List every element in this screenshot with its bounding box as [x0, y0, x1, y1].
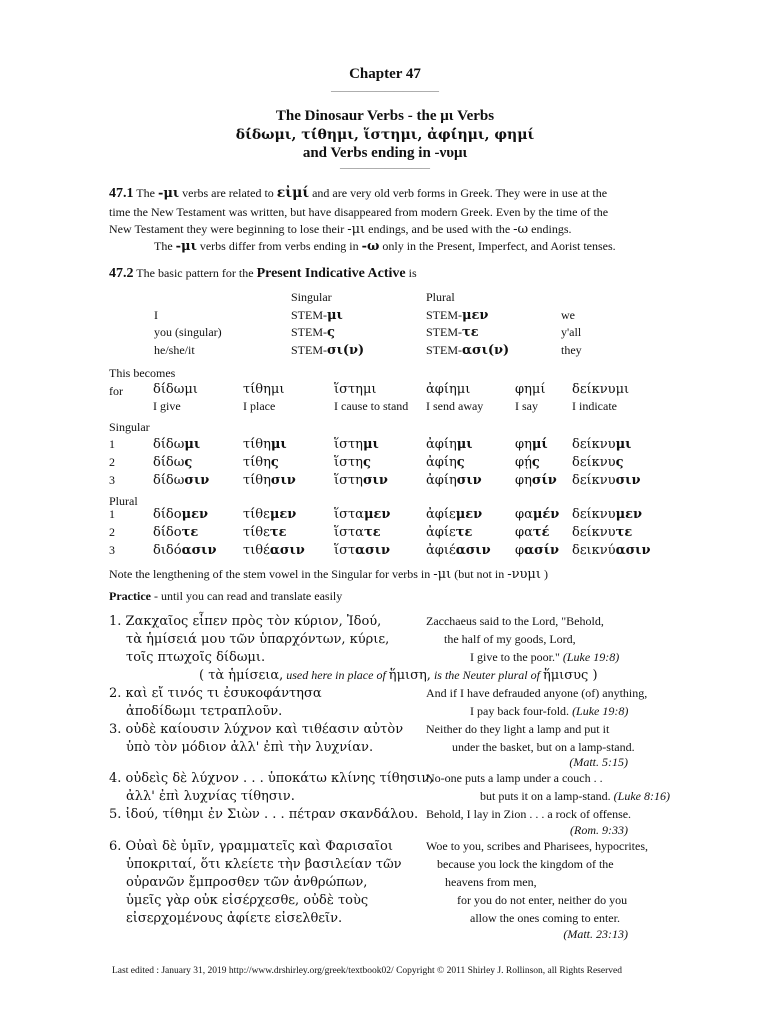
verb-form: τιθέασιν	[243, 543, 305, 558]
subtitle: and Verbs ending in -νυμι	[302, 145, 468, 161]
scripture-ref: (Matt. 23:13)	[563, 927, 628, 941]
english-line: Neither do they light a lamp and put it	[426, 722, 610, 736]
greek-line: ὑποκριταί, ὅτι κλείετε τὴν βασιλείαν τῶν	[126, 857, 402, 872]
lemma-0: δί́δωμι	[153, 382, 198, 397]
pattern-eng: we	[561, 308, 575, 322]
verb-form: δείκνυτε	[572, 525, 633, 540]
verb-form: διδόασιν	[153, 543, 217, 558]
verb-form: ἵσταμεν	[334, 507, 391, 522]
text: The	[154, 239, 173, 253]
english-line: I pay back four-fold. (Luke 19:8)	[470, 704, 629, 718]
section-47-1-line1	[109, 185, 607, 202]
gloss-1: I place	[243, 399, 276, 413]
verb-form: ἀφί́ησιν	[426, 473, 482, 488]
practice-label: Practice	[109, 589, 151, 603]
english-line: but puts it on a lamp-stand. (Luke 8:16)	[480, 789, 670, 803]
pattern-plur: STEM-τε	[426, 325, 479, 340]
english-line: the half of my goods, Lord,	[444, 632, 576, 646]
verb-form: τί́θησιν	[243, 473, 296, 488]
greek-line: 4. οὐδεὶς δὲ λύχνον . . . ὑποκάτω κλίνης τίθησιν,	[109, 771, 434, 786]
nymi-suffix: -νυμι	[507, 567, 541, 582]
verb-form: φασίν	[515, 543, 560, 558]
pattern-person: I	[154, 308, 158, 322]
text: endings.	[531, 222, 572, 236]
verb-form: δείκνυμεν	[572, 507, 643, 522]
plural-header: Plural	[426, 290, 455, 304]
greek-line: τὰ ἡμίσειά μου τῶν ὑπαρχόντων, κύριε,	[126, 632, 390, 647]
greek-line: 3. οὐδὲ καίουσιν λύχνον καὶ τιθέασιν αὐτὸν	[109, 722, 404, 737]
gloss-0: I give	[153, 399, 181, 413]
lemma-2: ἵστημι	[334, 382, 377, 397]
person-number: 2	[109, 525, 115, 539]
verb-form: ἀφί́ημι	[426, 437, 473, 452]
pattern-sing: STEM-σι(ν)	[291, 343, 365, 358]
tense-name: Present Indicative Active	[256, 266, 406, 281]
mi-suffix: -μι	[175, 239, 197, 254]
section-47-1-line3	[109, 222, 572, 237]
verb-form: τί́θετε	[243, 525, 287, 540]
chapter-heading: Chapter 47	[349, 66, 421, 82]
greek-line: εἰσερχομένους ἀφίετε εἰσελθεῖν.	[126, 911, 343, 926]
person-number: 3	[109, 473, 115, 487]
omega-suffix: -ω	[361, 239, 380, 254]
footer: Last edited : January 31, 2019 http://www.drshirley.org/greek/textbook02/ Copyright © 2011 Shirley J. Rollinson, all Rights Reserved	[112, 966, 622, 976]
verb-form: ἀφί́ετε	[426, 525, 473, 540]
pattern-plur: STEM-μεν	[426, 308, 489, 323]
greek-line: οὐρανῶν ἔμπροσθεν τῶν ἀνθρώπων,	[126, 875, 368, 890]
verb-form: ἵστης	[334, 455, 371, 470]
omega-suffix: -ω	[513, 222, 529, 237]
verb-form: ἀφί́ης	[426, 455, 465, 470]
person-number: 2	[109, 455, 115, 469]
for-label: for	[109, 384, 123, 398]
text: and are very old verb forms in Greek. They were in use at the	[312, 186, 608, 200]
pattern-person: he/she/it	[154, 343, 195, 357]
gloss-5: I indicate	[572, 399, 617, 413]
verb-form: δείκνυς	[572, 455, 624, 470]
greek-line: ἀποδίδωμι τετραπλοῦν.	[126, 704, 283, 719]
english-line: allow the ones coming to enter.	[470, 911, 620, 925]
page-title: The Dinosaur Verbs - the μι Verbs	[275, 108, 495, 124]
greek-line: 1. Ζακχαῖος εἶπεν πρὸς τὸν κύριον, Ἰδού,	[109, 614, 382, 629]
section-47-1-line2: time the New Testament was written, but have disappeared from modern Greek. Even by the time of the	[109, 205, 609, 219]
heading-rule: ————————————	[331, 86, 439, 96]
section-47-1-line4	[154, 239, 616, 254]
text: verbs are related to	[182, 186, 274, 200]
lemma-3: ἀφί́ημι	[426, 382, 471, 397]
verb-form: δί́δομεν	[153, 507, 209, 522]
person-number: 1	[109, 507, 115, 521]
verb-form: τί́θης	[243, 455, 279, 470]
verb-form: δί́δωσιν	[153, 473, 210, 488]
text: Note the lengthening of the stem vowel in the Singular for verbs in	[109, 567, 431, 581]
text: - until you can read and translate easily	[150, 589, 343, 603]
verb-form: φημί	[515, 437, 548, 452]
verb-form: δί́δοτε	[153, 525, 199, 540]
pattern-plur: STEM-ασι(ν)	[426, 343, 510, 358]
greek-line: τοῖς πτωχοῖς δίδωμι.	[126, 650, 266, 665]
pattern-eng: y'all	[561, 325, 582, 339]
english-line: under the basket, but on a lamp-stand.	[452, 740, 635, 754]
english-line: Zacchaeus said to the Lord, "Behold,	[426, 614, 604, 628]
english-line: Behold, I lay in Zion . . . a rock of offense.	[426, 807, 632, 821]
greek-eimi: εἰμί	[276, 185, 310, 201]
mi-suffix: -μι	[433, 567, 452, 582]
verb-form: δί́δωμι	[153, 437, 201, 452]
verb-form: ἵστατε	[334, 525, 381, 540]
text: )	[543, 567, 548, 581]
mi-suffix: -μι	[347, 222, 366, 237]
verb-form: φατέ	[515, 525, 550, 540]
pattern-sing: STEM-ς	[291, 325, 335, 340]
pattern-person: you (singular)	[154, 325, 222, 339]
neuter-plural-note: ( τὰ ἡμίσεια, used here in place of ἥμιση, is the Neuter plural of ἥμισυς )	[199, 668, 598, 683]
practice-heading	[109, 589, 342, 604]
text: New Testament they were beginning to lose their	[109, 222, 345, 236]
greek-line: ἀλλ' ἐπὶ λυχνίας τίθησιν.	[126, 789, 295, 804]
verb-form: ἀφί́εμεν	[426, 507, 483, 522]
section-47-2-line	[109, 266, 417, 282]
stem-note	[109, 567, 548, 582]
verb-form: ἀφιέασιν	[426, 543, 491, 558]
text: endings, and be used with the	[368, 222, 511, 236]
english-line: I give to the poor." (Luke 19:8)	[470, 650, 620, 664]
plural-label: Plural	[109, 494, 138, 508]
verb-form: ἵστημι	[334, 437, 379, 452]
person-number: 3	[109, 543, 115, 557]
singular-header: Singular	[291, 290, 332, 304]
scripture-ref: (Rom. 9:33)	[570, 823, 628, 837]
greek-line: 2. καὶ εἴ τινός τι ἐσυκοφάντησα	[109, 686, 322, 701]
gloss-4: I say	[515, 399, 538, 413]
gloss-3: I send away	[426, 399, 484, 413]
text: only in the Present, Imperfect, and Aorist tenses.	[382, 239, 616, 253]
verb-form: ἵστησιν	[334, 473, 388, 488]
gloss-2: I cause to stand	[334, 399, 409, 413]
verb-form: τί́θεμεν	[243, 507, 297, 522]
text: verbs differ from verbs ending in	[199, 239, 359, 253]
verb-form: δεικνύασιν	[572, 543, 651, 558]
text: is	[408, 266, 417, 280]
lemma-4: φημί	[515, 382, 546, 397]
verb-form: φῄς	[515, 455, 540, 470]
text: The	[136, 186, 155, 200]
lemma-5: δείκνυμι	[572, 382, 630, 397]
verb-form: φαμέν	[515, 507, 560, 522]
subtitle-rule: ——————————	[340, 163, 430, 173]
english-line: Woe to you, scribes and Pharisees, hypocrites,	[426, 839, 648, 853]
mi-suffix: -μι	[157, 186, 180, 201]
section-number: 47.2	[109, 266, 134, 281]
person-number: 1	[109, 437, 115, 451]
english-line: No-one puts a lamp under a couch . .	[426, 771, 603, 785]
english-line: heavens from men,	[445, 875, 537, 889]
english-line: because you lock the kingdom of the	[437, 857, 614, 871]
section-number: 47.1	[109, 186, 134, 201]
english-line: And if I have defrauded anyone (of) anything,	[426, 686, 648, 700]
verb-form: δείκνυσιν	[572, 473, 641, 488]
lemma-1: τί́θημι	[243, 382, 285, 397]
pattern-eng: they	[561, 343, 582, 357]
pattern-sing: STEM-μι	[291, 308, 343, 323]
greek-line: 5. ἰδού, τίθημι ἐν Σιὼν . . . πέτραν σκανδάλου.	[109, 807, 419, 822]
scripture-ref: (Matt. 5:15)	[569, 755, 628, 769]
text: The basic pattern for the	[136, 266, 254, 280]
english-line: for you do not enter, neither do you	[457, 893, 628, 907]
verb-form: δείκνυμι	[572, 437, 632, 452]
singular-label: Singular	[109, 420, 150, 434]
this-becomes: This becomes	[109, 366, 176, 380]
greek-line: ὑμεῖς γὰρ οὐκ εἰσέρχεσθε, οὐδὲ τοὺς	[126, 893, 369, 908]
verb-form: φησίν	[515, 473, 557, 488]
verb-form: τί́θημι	[243, 437, 287, 452]
verb-form: ἵστασιν	[334, 543, 391, 558]
greek-line: ὑπὸ τὸν μόδιον ἀλλ' ἐπὶ τὴν λυχνίαν.	[126, 740, 374, 755]
greek-line: 6. Οὐαὶ δὲ ὑμῖν, γραμματεῖς καὶ Φαρισαῖοι	[109, 839, 393, 854]
greek-verb-list: δί́δωμι, τί́θημι, ἵστημι, ἀφί́ημι, φημί	[235, 127, 535, 143]
verb-form: δί́δως	[153, 455, 193, 470]
text: (but not in	[454, 567, 505, 581]
